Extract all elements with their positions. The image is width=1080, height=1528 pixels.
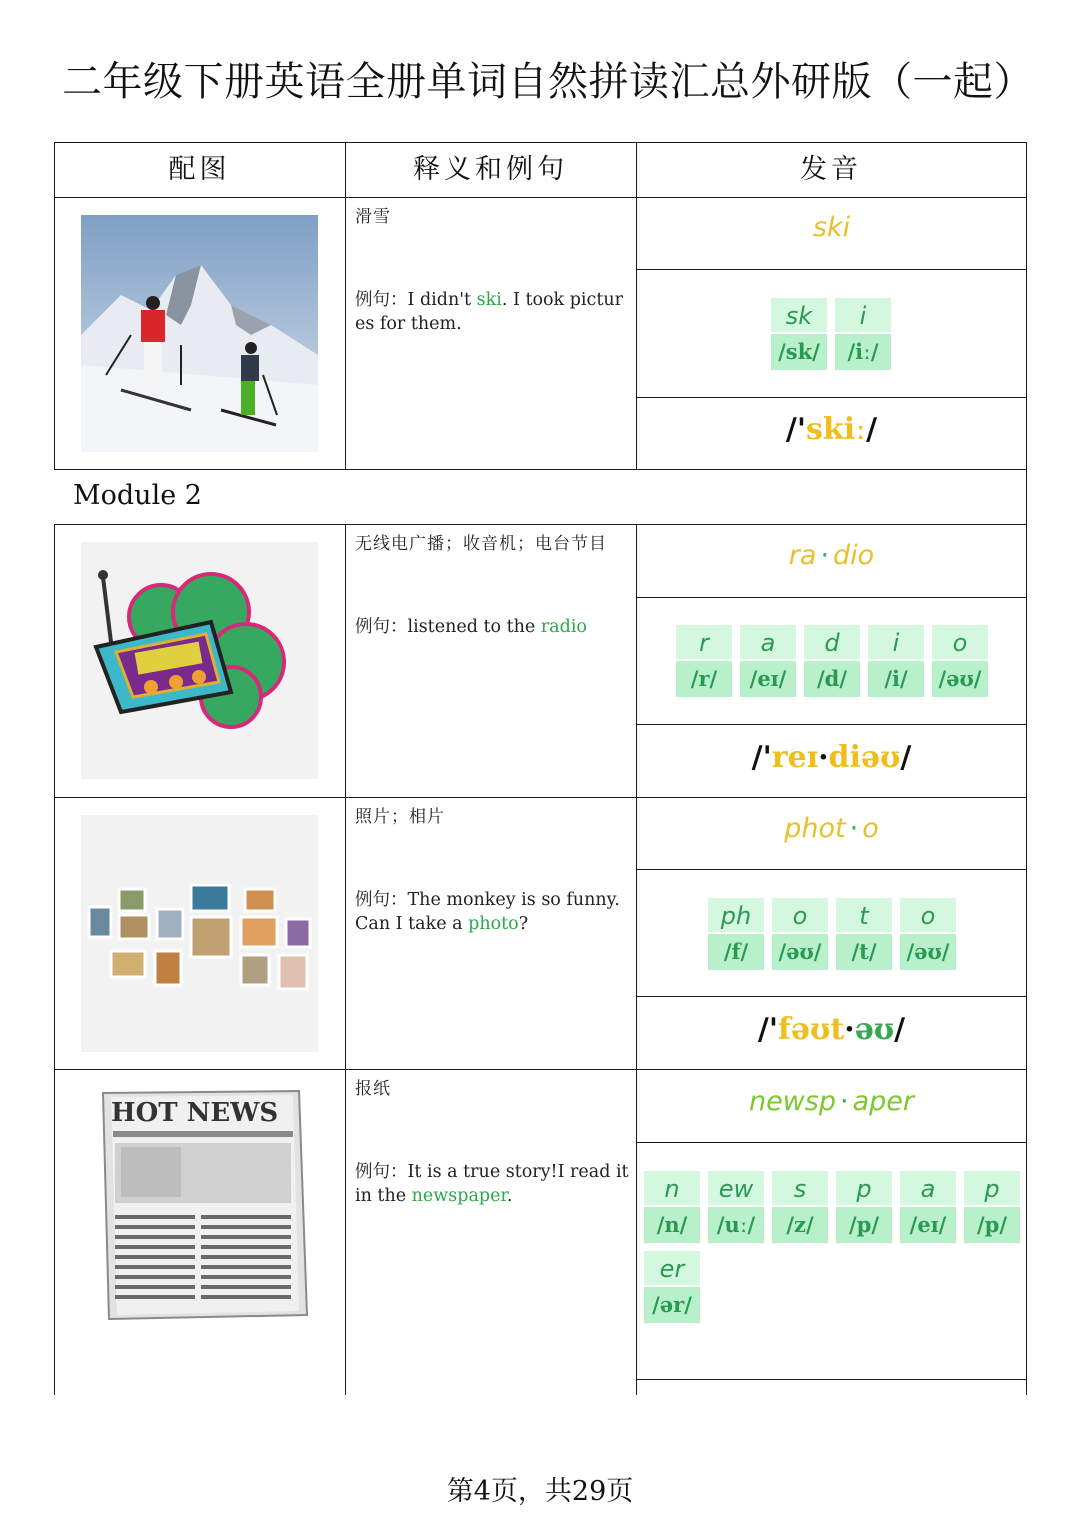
page-title: 二年级下册英语全册单词自然拼读汇总外研版（一起）: [62, 59, 1034, 105]
header-meaning: 释义和例句: [413, 154, 568, 185]
phonics-tile: a /eɪ/: [900, 1171, 956, 1243]
phonics-tile: n /n/: [644, 1171, 700, 1243]
newspaper-headline: HOT NEWS: [111, 1098, 279, 1128]
ski-image: [81, 215, 318, 452]
phonics-tiles-ski: [771, 298, 891, 370]
meaning-newspaper: 报纸: [355, 1079, 391, 1099]
word-ski: ski: [812, 212, 851, 243]
meaning-ski: 滑雪: [355, 207, 391, 227]
ipa-radio: /'reɪ·diəʊ/: [751, 740, 912, 775]
meaning-radio: 无线电广播；收音机；电台节目: [355, 534, 607, 554]
phonics-tile: s /z/: [772, 1171, 828, 1243]
example-newspaper: 例句：It is a true story!I read it in the newspaper.: [355, 1162, 629, 1206]
phonics-tile: a /eɪ/: [740, 625, 796, 697]
example-radio: 例句：listened to the radio: [355, 617, 587, 637]
phonics-tile: ph /f/: [708, 898, 764, 970]
page-footer: 第4页，共29页: [446, 1476, 634, 1507]
photo-image: [81, 815, 318, 1052]
example-ski: 例句：I didn't ski. I took pictures for them.: [355, 290, 623, 334]
phonics-tile: d /d/: [804, 625, 860, 697]
phonics-tile: t /t/: [836, 898, 892, 970]
phonics-tile: o /əʊ/: [900, 898, 956, 970]
phonics-tile: ew /uː/: [708, 1171, 764, 1243]
phonics-tile: o /əʊ/: [932, 625, 988, 697]
phonics-tile: p /p/: [836, 1171, 892, 1243]
newspaper-image: [81, 1087, 318, 1324]
phonics-tile: sk /sk/: [771, 298, 827, 370]
word-newspaper: newsp · aper: [748, 1086, 914, 1117]
phonics-tile: o /əʊ/: [772, 898, 828, 970]
module-label: Module 2: [73, 480, 202, 511]
phonics-tile: er /ər/: [644, 1251, 700, 1323]
radio-image: [81, 542, 318, 779]
phonics-tile: p /p/: [964, 1171, 1020, 1243]
phonics-tile: i /iː/: [835, 298, 891, 370]
ipa-photo: /'fəʊt·əʊ/: [757, 1012, 906, 1047]
word-photo: phot · o: [784, 813, 879, 844]
phonics-tiles-radio: [676, 625, 988, 697]
ipa-ski: /'skiː/: [785, 412, 878, 447]
meaning-photo: 照片；相片: [355, 807, 445, 827]
word-radio: ra · dio: [788, 540, 875, 571]
header-pronunciation: 发音: [800, 154, 862, 185]
phonics-tiles-photo: [708, 898, 956, 970]
phonics-tiles-newspaper: [644, 1171, 1024, 1323]
phonics-tile: r /r/: [676, 625, 732, 697]
example-photo: 例句：The monkey is so funny. Can I take a photo?: [355, 890, 620, 934]
header-image: 配图: [168, 154, 231, 185]
phonics-tile: i /i/: [868, 625, 924, 697]
